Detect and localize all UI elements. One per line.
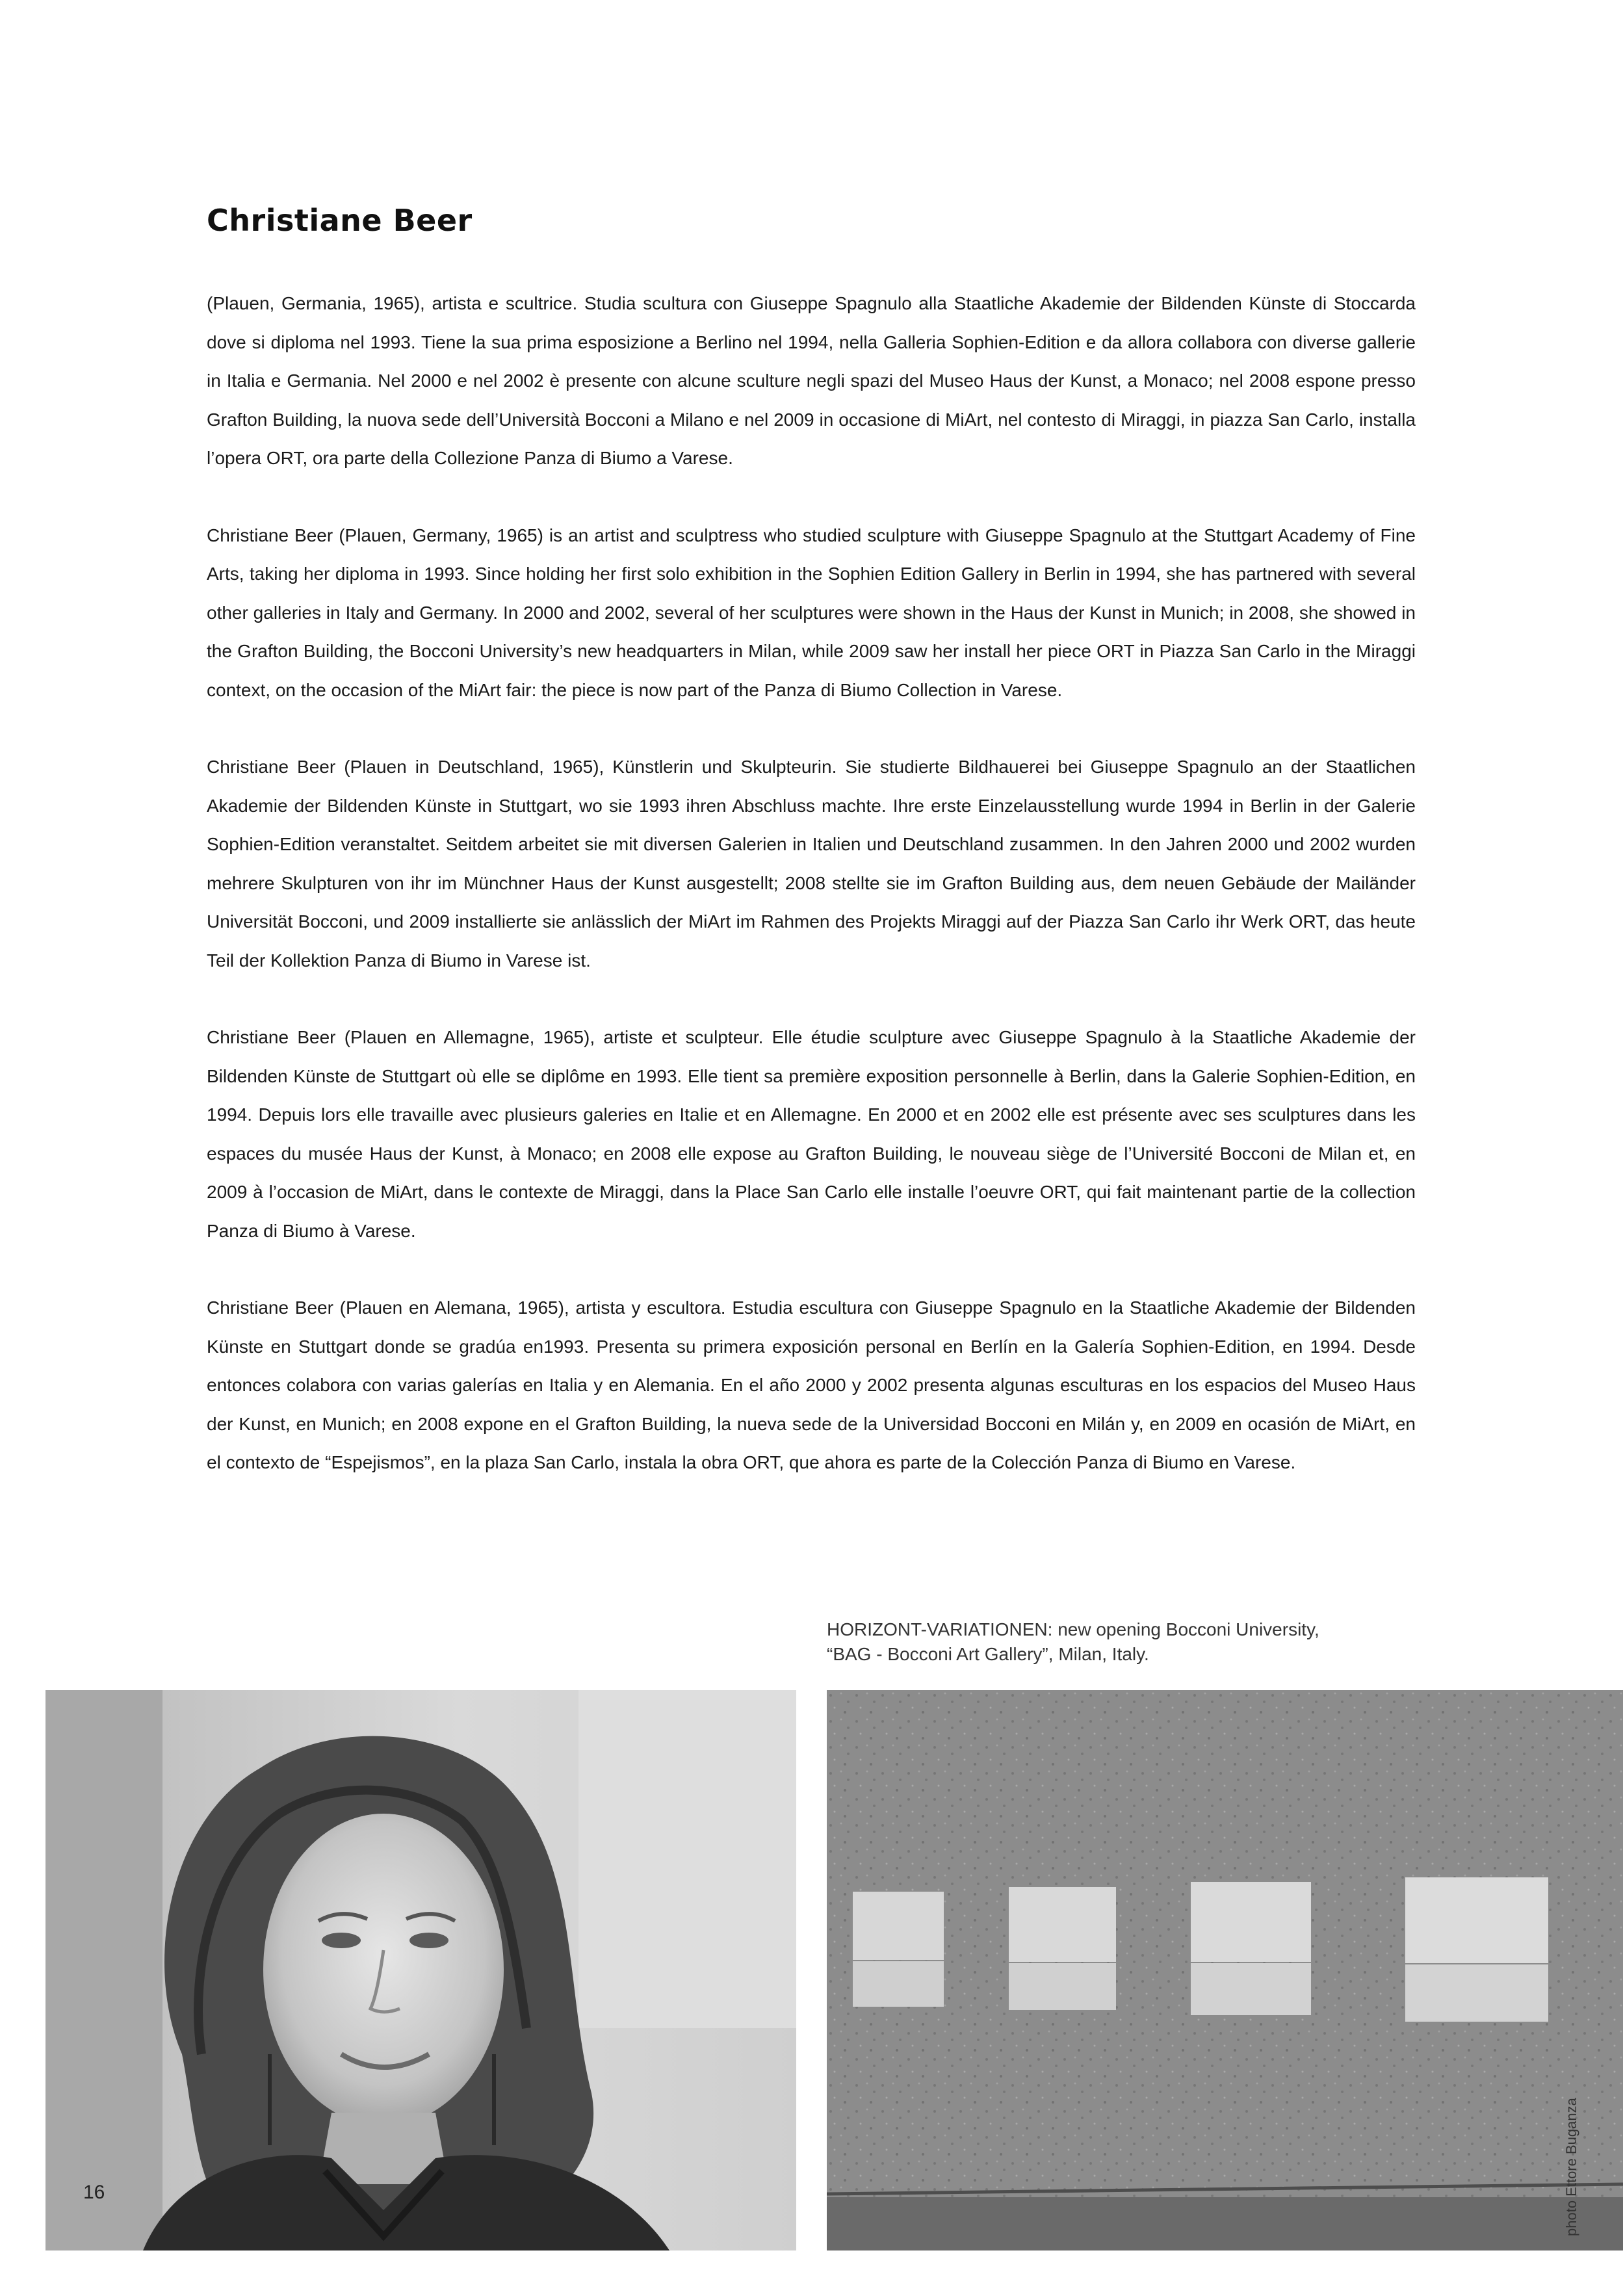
caption-line-2: “BAG - Bocconi Art Gallery”, Milan, Italy.: [827, 1644, 1149, 1664]
photo-caption: [827, 1617, 1319, 1667]
installation-illustration: [827, 1690, 1623, 2250]
bio-paragraph-german: Christiane Beer (Plauen in Deutschland, 1965), Künstlerin und Skulpteurin. Sie studierte Bildhauerei bei Giuseppe Spagnulo an der Staatlichen Akademie der Bildenden Künste in Stuttgart, wo sie 1993 ihren Abschluss machte. Ihre erste Einzelausstellung wurde 1994 in Berlin in der Galerie Sophien-Edition veranstaltet. Seitdem arbeitet sie mit diversen Galerien in Italien und Deutschland zusammen. In den Jahren 2000 und 2002 wurden mehrere Skulpturen von ihr im Münchner Haus der Kunst ausgestellt; 2008 stellte sie im Grafton Building aus, dem neuen Gebäude der Mailänder Universität Bocconi, und 2009 installierte sie anlässlich der MiArt im Rahmen des Projekts Miraggi auf der Piazza San Carlo ihr Werk ORT, das heute Teil der Kollektion Panza di Biumo in Varese ist.: [207, 757, 1416, 971]
photo-credit: photo Ettore Buganza: [1563, 2098, 1579, 2236]
installation-photo: [827, 1690, 1623, 2250]
biography-text: [207, 284, 1416, 1520]
artwork-panel-2: [1009, 1887, 1116, 2010]
artwork-panel-3: [1191, 1882, 1311, 2015]
artwork-panel-1: [853, 1892, 944, 2007]
page-number: 16: [83, 2182, 105, 2203]
artwork-panel-4: [1405, 1877, 1548, 2022]
bio-paragraph-spanish: Christiane Beer (Plauen en Alemana, 1965), artista y escultora. Estudia escultura con Giuseppe Spagnulo en la Staatliche Akademie der Bildenden Künste en Stuttgart donde se gradúa en1993. Presenta su primera exposición personal en Berlín en la Galería Sophien-Edition, en 1994. Desde entonces colabora con varias galerías en Italia y en Alemania. En el año 2000 y 2002 presenta algunas esculturas en los espacios del Museo Haus der Kunst, en Munich; en 2008 expone en el Grafton Building, la nueva sede de la Universidad Bocconi en Milán y, en 2009 en ocasión de MiArt, en el contexto de “Espejismos”, en la plaza San Carlo, instala la obra ORT, que ahora es parte de la Colección Panza di Biumo en Varese.: [207, 1298, 1416, 1472]
bio-paragraph-french: Christiane Beer (Plauen en Allemagne, 1965), artiste et sculpteur. Elle étudie sculpture avec Giuseppe Spagnulo à la Staatliche Akademie der Bildenden Künste de Stuttgart où elle se diplôme en 1993. Elle tient sa première exposition personnelle à Berlin, dans la Galerie Sophien-Edition, en 1994. Depuis lors elle travaille avec plusieurs galeries en Italie et en Allemagne. En 2000 et en 2002 elle est présente avec ses sculptures dans les espaces du musée Haus der Kunst, à Monaco; en 2008 elle expose au Grafton Building, le nouveau siège de l’Université Bocconi de Milan et, en 2009 à l’occasion de MiArt, dans le contexte de Miraggi, dans la Place San Carlo elle installe l’oeuvre ORT, qui fait maintenant partie de la collection Panza di Biumo à Varese.: [207, 1027, 1416, 1241]
caption-line-1: HORIZONT-VARIATIONEN: new opening Bocconi University,: [827, 1619, 1319, 1639]
page-title: Christiane Beer: [207, 203, 473, 238]
bio-paragraph-english: Christiane Beer (Plauen, Germany, 1965) is an artist and sculptress who studied sculpture with Giuseppe Spagnulo at the Stuttgart Academy of Fine Arts, taking her diploma in 1993. Since holding her first solo exhibition in the Sophien Edition Gallery in Berlin in 1994, she has partnered with several other galleries in Italy and Germany. In 2000 and 2002, several of her sculptures were shown in the Haus der Kunst in Munich; in 2008, she showed in the Grafton Building, the Bocconi University’s new headquarters in Milan, while 2009 saw her install her piece ORT in Piazza San Carlo in the Miraggi context, on the occasion of the MiArt fair: the piece is now part of the Panza di Biumo Collection in Varese.: [207, 525, 1416, 700]
artist-portrait-photo: [45, 1690, 796, 2250]
bio-paragraph-italian: (Plauen, Germania, 1965), artista e scultrice. Studia scultura con Giuseppe Spagnulo alla Staatliche Akademie der Bildenden Künste di Stoccarda dove si diploma nel 1993. Tiene la sua prima esposizione a Berlino nel 1994, nella Galleria Sophien-Edition e da allora collabora con diverse gallerie in Italia e Germania. Nel 2000 e nel 2002 è presente con alcune sculture negli spazi del Museo Haus der Kunst, a Monaco; nel 2008 espone presso Grafton Building, la nuova sede dell’Università Bocconi a Milano e nel 2009 in occasione di MiArt, nel contesto di Miraggi, in piazza San Carlo, installa l’opera ORT, ora parte della Collezione Panza di Biumo a Varese.: [207, 293, 1416, 468]
portrait-illustration: [45, 1690, 796, 2250]
